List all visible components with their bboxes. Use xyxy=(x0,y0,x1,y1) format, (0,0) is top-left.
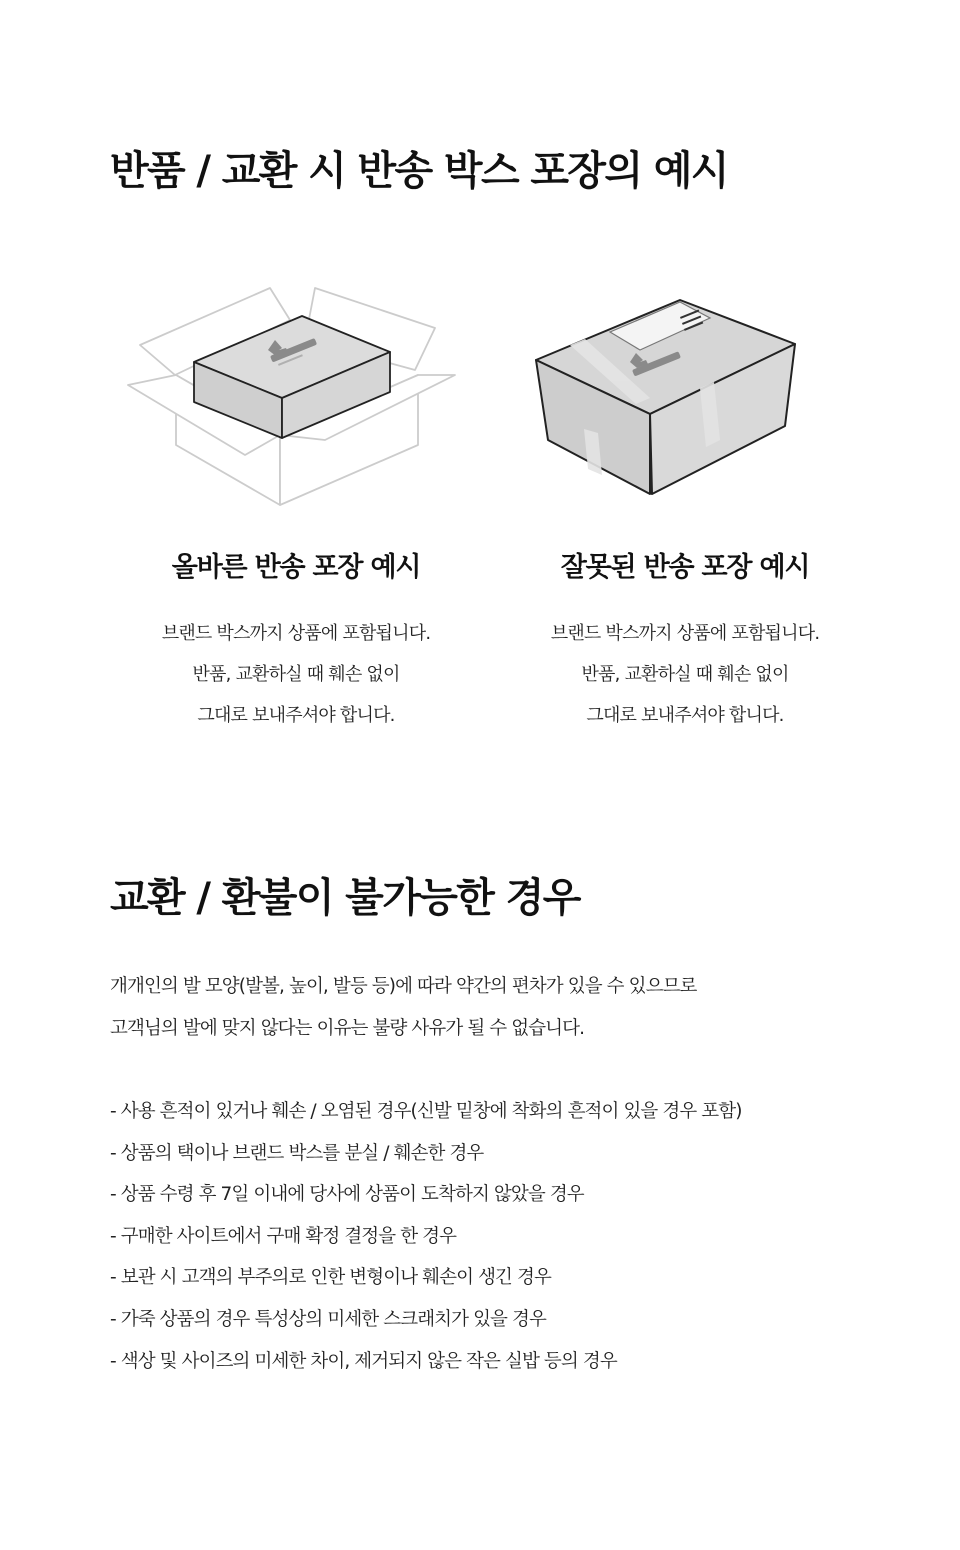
condition-item-7: - 색상 및 사이즈의 미세한 차이, 제거되지 않은 작은 실밥 등의 경우 xyxy=(110,1351,617,1372)
wrong-packing-line-2: 반품, 교환하실 때 훼손 없이 xyxy=(581,664,789,685)
correct-packing-title: 올바른 반송 포장 예시 xyxy=(171,552,421,583)
intro-line-1: 개개인의 발 모양(발볼, 높이, 발등 등)에 따라 약간의 편차가 있을 수 있으므로 xyxy=(110,976,697,997)
wrong-packing-line-3: 그대로 보내주셔야 합니다. xyxy=(586,705,784,726)
wrong-packing-title: 잘못된 반송 포장 예시 xyxy=(560,552,810,583)
correct-packing-line-2: 반품, 교환하실 때 훼손 없이 xyxy=(192,664,400,685)
section2-title: 교환 / 환불이 불가능한 경우 xyxy=(110,875,580,921)
condition-item-1: - 사용 흔적이 있거나 훼손 / 오염된 경우(신발 밑창에 착화의 흔적이 있을 경우 포함) xyxy=(110,1101,742,1122)
condition-item-2: - 상품의 택이나 브랜드 박스를 분실 / 훼손한 경우 xyxy=(110,1143,484,1164)
correct-packing-line-3: 그대로 보내주셔야 합니다. xyxy=(197,705,395,726)
taped-brand-box-with-label-icon xyxy=(530,290,805,500)
condition-item-3: - 상품 수령 후 7일 이내에 당사에 상품이 도착하지 않았을 경우 xyxy=(110,1184,584,1205)
correct-packing-line-1: 브랜드 박스까지 상품에 포함됩니다. xyxy=(161,623,431,644)
section1-title: 반품 / 교환 시 반송 박스 포장의 예시 xyxy=(110,148,728,194)
open-shipping-box-with-brand-box-icon xyxy=(120,280,465,510)
condition-item-5: - 보관 시 고객의 부주의로 인한 변형이나 훼손이 생긴 경우 xyxy=(110,1267,551,1288)
wrong-packing-line-1: 브랜드 박스까지 상품에 포함됩니다. xyxy=(550,623,820,644)
condition-item-6: - 가죽 상품의 경우 특성상의 미세한 스크래치가 있을 경우 xyxy=(110,1309,546,1330)
intro-line-2: 고객님의 발에 맞지 않다는 이유는 불량 사유가 될 수 없습니다. xyxy=(110,1018,585,1039)
condition-item-4: - 구매한 사이트에서 구매 확정 결정을 한 경우 xyxy=(110,1226,457,1247)
